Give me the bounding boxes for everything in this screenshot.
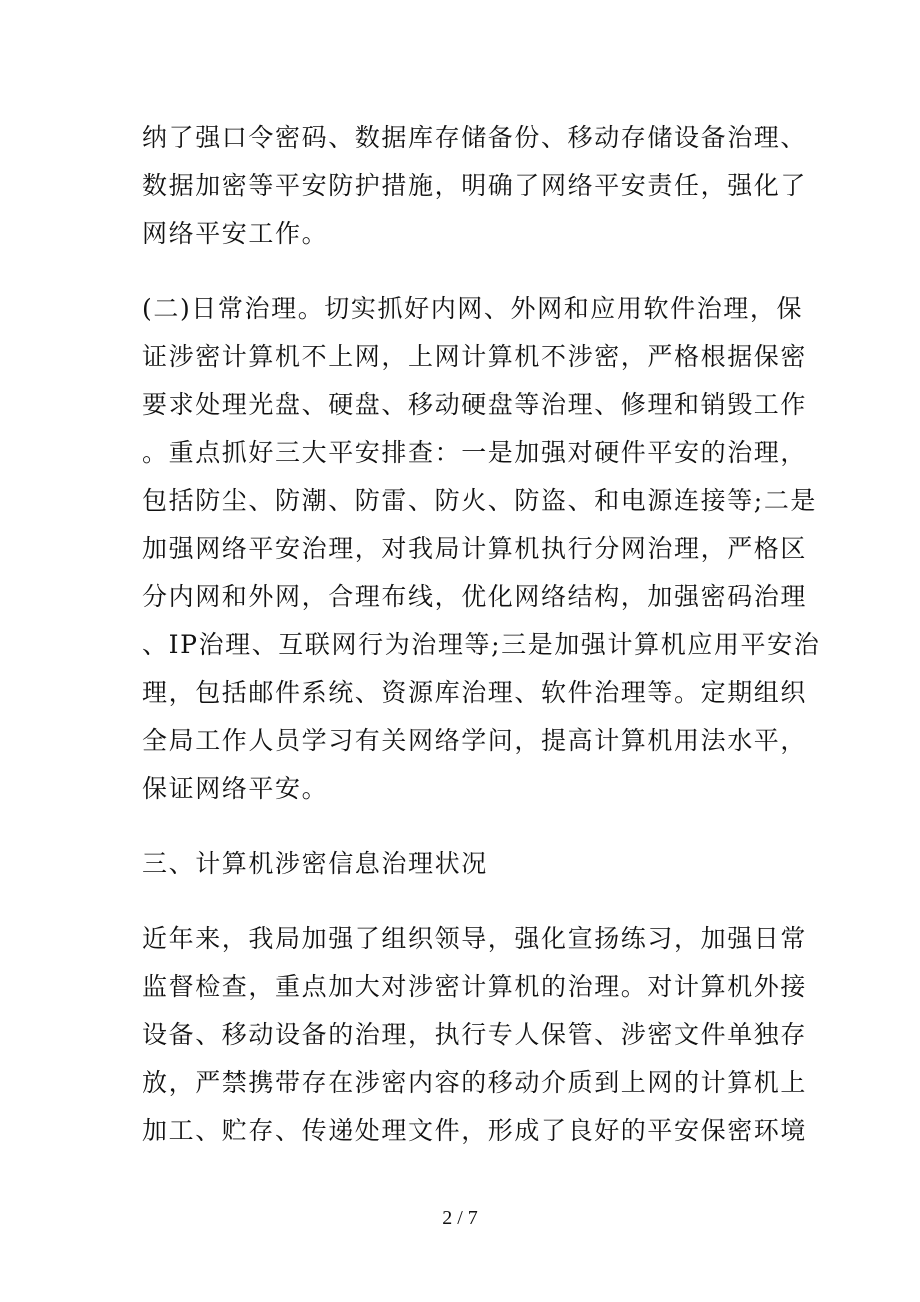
paragraph2-line-4: 。重点抓好三大平安排查：一是加强对硬件平安的治理， bbox=[142, 438, 808, 467]
paragraph2-line-8: 、IP治理、互联网行为治理等;三是加强计算机应用平安治 bbox=[142, 630, 821, 659]
paragraph2-line-10: 全局工作人员学习有关网络学问，提高计算机用法水平， bbox=[142, 726, 808, 755]
paragraph3-line-2: 监督检查，重点加大对涉密计算机的治理。对计算机外接 bbox=[142, 972, 808, 1001]
paragraph3-line-3: 设备、移动设备的治理，执行专人保管、涉密文件单独存 bbox=[142, 1020, 808, 1049]
paragraph3-line-5: 加工、贮存、传递处理文件，形成了良好的平安保密环境 bbox=[142, 1116, 808, 1145]
section-heading: 三、计算机涉密信息治理状况 bbox=[142, 849, 488, 878]
page-number: 2 / 7 bbox=[442, 1207, 478, 1229]
paragraph2-line-7: 分内网和外网，合理布线，优化网络结构，加强密码治理 bbox=[142, 582, 808, 611]
paragraph1-line-2: 数据加密等平安防护措施，明确了网络平安责任，强化了 bbox=[142, 171, 808, 200]
paragraph2-line-6: 加强网络平安治理，对我局计算机执行分网治理，严格区 bbox=[142, 534, 808, 563]
paragraph2-line-5: 包括防尘、防潮、防雷、防火、防盗、和电源连接等;二是 bbox=[142, 486, 818, 515]
paragraph3-line-1: 近年来，我局加强了组织领导，强化宣扬练习，加强日常 bbox=[142, 924, 808, 953]
paragraph2-line-11: 保证网络平安。 bbox=[142, 774, 329, 803]
paragraph2-line-3: 要求处理光盘、硬盘、移动硬盘等治理、修理和销毁工作 bbox=[142, 390, 808, 419]
paragraph1-line-3: 网络平安工作。 bbox=[142, 219, 329, 248]
paragraph2-line-2: 证涉密计算机不上网，上网计算机不涉密，严格根据保密 bbox=[142, 342, 808, 371]
paragraph2-line-1: (二)日常治理。切实抓好内网、外网和应用软件治理，保 bbox=[142, 294, 804, 323]
paragraph3-line-4: 放，严禁携带存在涉密内容的移动介质到上网的计算机上 bbox=[142, 1068, 808, 1097]
paragraph1-line-1: 纳了强口令密码、数据库存储备份、移动存储设备治理、 bbox=[142, 123, 808, 152]
paragraph2-line-9: 理，包括邮件系统、资源库治理、软件治理等。定期组织 bbox=[142, 678, 808, 707]
